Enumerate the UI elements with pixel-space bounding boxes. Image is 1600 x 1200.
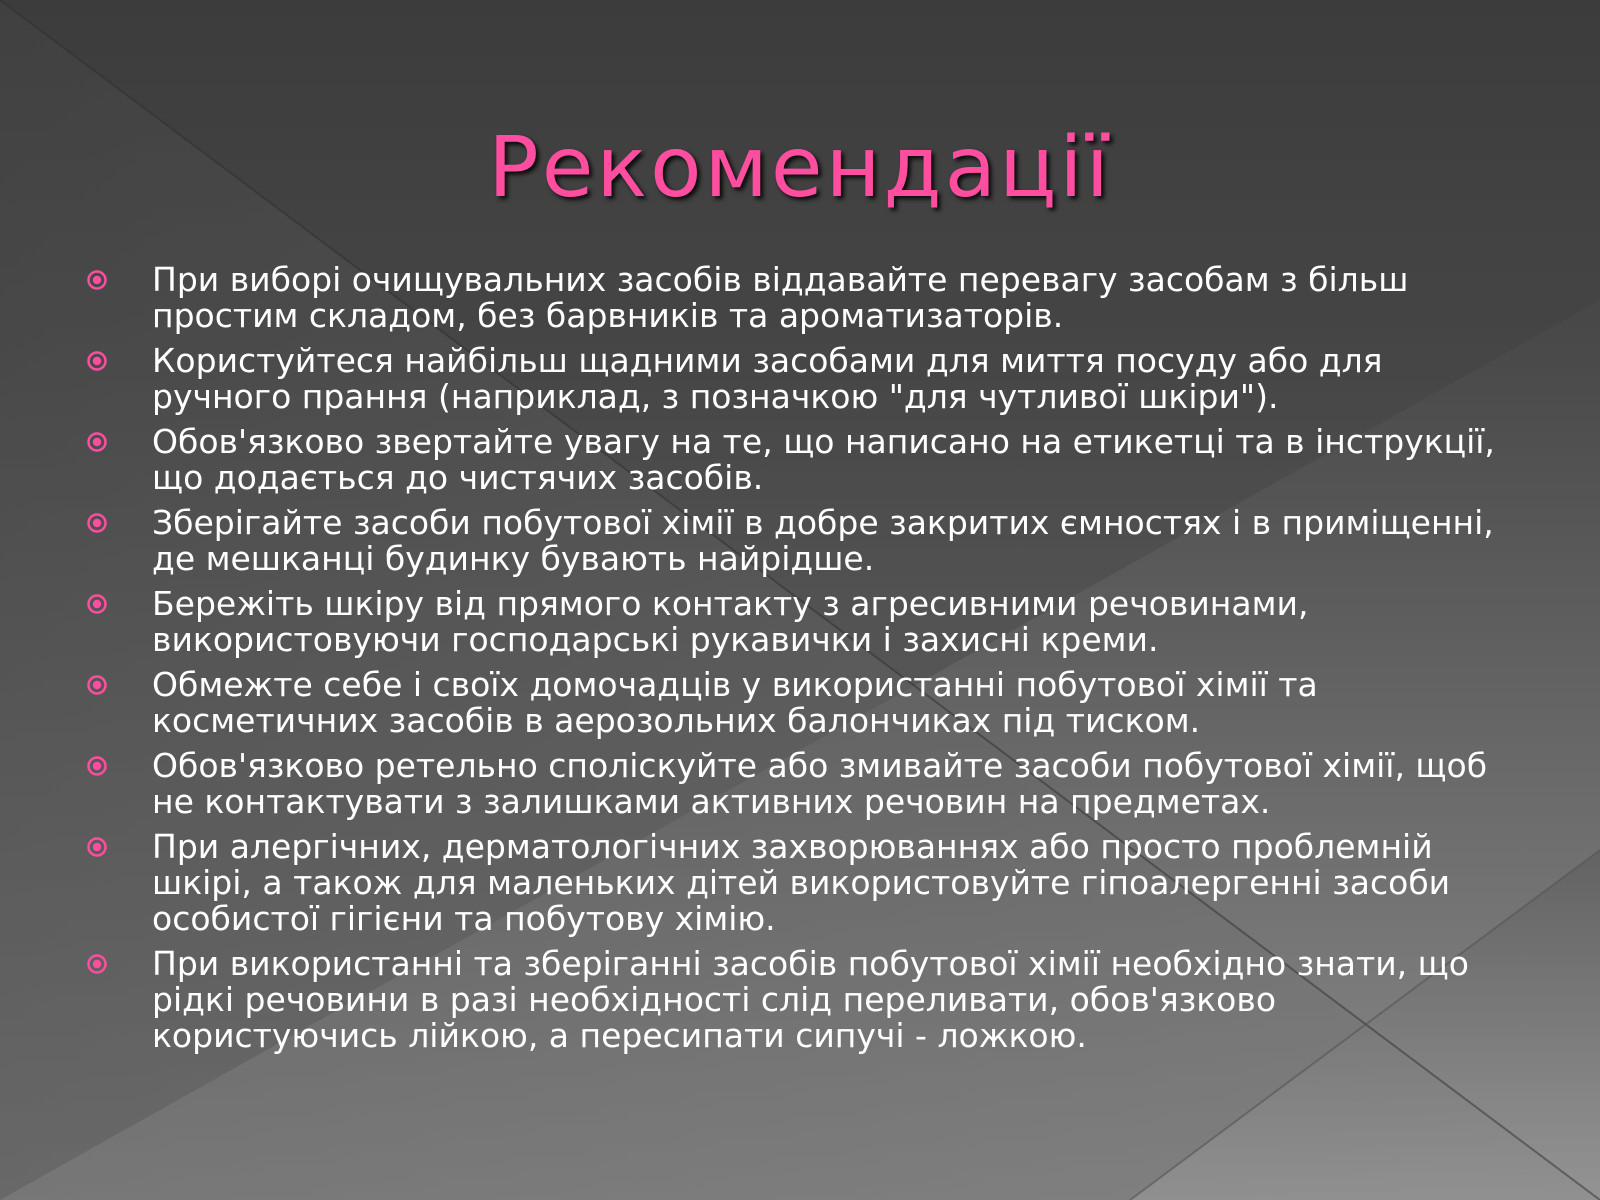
radio-bullet-icon xyxy=(86,755,108,777)
radio-bullet-icon xyxy=(86,674,108,696)
bullet-text: При виборі очищувальних засобів віддавайте перевагу засобам з більш простим складом, без барвників та ароматизаторів. xyxy=(152,260,1409,335)
bullet-text: Зберігайте засоби побутової хімії в добре закритих ємностях і в приміщенні, де мешканці будинку бувають найрідше. xyxy=(152,503,1494,578)
slide-title: Рекомендації xyxy=(488,118,1112,216)
bullet-text: Бережіть шкіру від прямого контакту з агресивними речовинами, використовуючи господарські рукавички і захисні креми. xyxy=(152,584,1309,659)
list-item xyxy=(80,748,1520,820)
radio-bullet-icon xyxy=(86,269,108,291)
radio-bullet-icon xyxy=(86,836,108,858)
list-item xyxy=(80,667,1520,739)
list-item xyxy=(80,424,1520,496)
radio-bullet-icon xyxy=(86,953,108,975)
radio-bullet-icon xyxy=(86,431,108,453)
bullet-list xyxy=(80,262,1520,1063)
bullet-text: При алергічних, дерматологічних захворюваннях або просто проблемній шкірі, а також для маленьких дітей використовуйте гіпоалергенні засоби особистої гігієни та побутову хімію. xyxy=(152,827,1451,938)
bullet-text: Обов'язково ретельно споліскуйте або змивайте засоби побутової хімії, щоб не контактувати з залишками активних речовин на предметах. xyxy=(152,746,1488,821)
list-item xyxy=(80,505,1520,577)
list-item xyxy=(80,946,1520,1054)
radio-bullet-icon xyxy=(86,593,108,615)
list-item xyxy=(80,586,1520,658)
bullet-text: Обов'язково звертайте увагу на те, що написано на етикетці та в інструкції, що додається до чистячих засобів. xyxy=(152,422,1495,497)
list-item xyxy=(80,262,1520,334)
list-item xyxy=(80,343,1520,415)
bullet-text: Користуйтеся найбільш щадними засобами для миття посуду або для ручного прання (наприклад, з позначкою "для чутливої шкіри"). xyxy=(152,341,1383,416)
radio-bullet-icon xyxy=(86,350,108,372)
bullet-text: Обмежте себе і своїх домочадців у використанні побутової хімії та косметичних засобів в аерозольних балончиках під тиском. xyxy=(152,665,1318,740)
list-item xyxy=(80,829,1520,937)
bullet-text: При використанні та зберіганні засобів побутової хімії необхідно знати, що рідкі речовини в разі необхідності слід переливати, обов'язково користуючись лійкою, а пересипати сипучі - ложкою. xyxy=(152,944,1469,1055)
radio-bullet-icon xyxy=(86,512,108,534)
